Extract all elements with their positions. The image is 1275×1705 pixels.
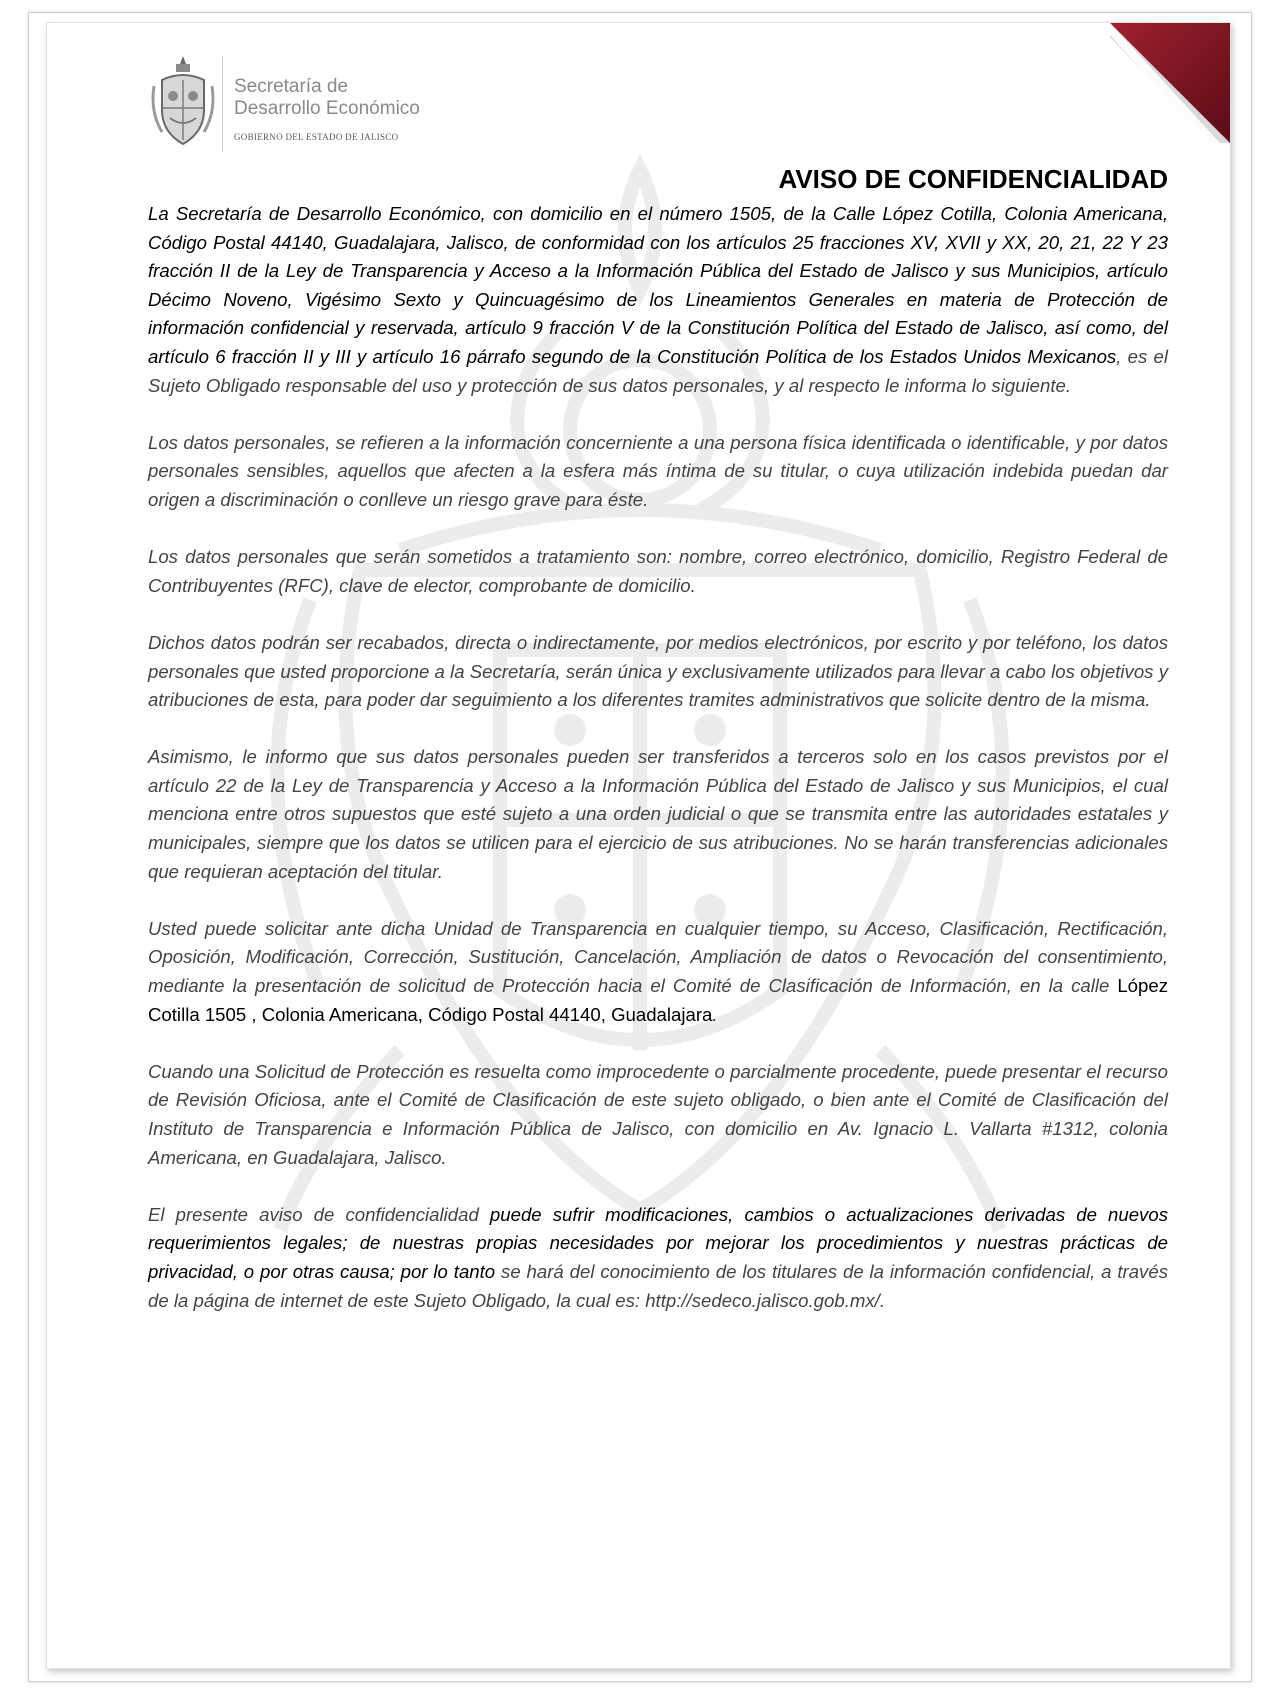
paragraph-6 <box>148 915 1168 1029</box>
paragraph-5: Asimismo, le informo que sus datos personales pueden ser transferidos a terceros solo en los casos previstos por el artículo 22 de la Ley de Transparencia y Acceso a la Información Pública del Estado de Jalisco y sus Municipios, el cual menciona entre otros supuestos que esté sujeto a una orden judicial o que se transmita entre las autoridades estatales y municipales, siempre que los datos se utilicen para el ejercicio de sus atribuciones. No se harán transferencias adicionales que requieran aceptación del titular. <box>148 746 1168 882</box>
logo-text-desarrollo: Desarrollo Económico <box>234 98 420 119</box>
logo-text-gobierno: GOBIERNO DEL ESTADO DE JALISCO <box>234 132 399 142</box>
paragraph-8-end: se hará del conocimiento de los titulares de la información confidencial, a través de la página de internet de este Sujeto Obligado, la cual es: http://sedeco.jalisco.gob.mx/. <box>148 1260 1168 1311</box>
paragraph-8 <box>148 1201 1168 1315</box>
paragraph-6-text: Usted puede solicitar ante dicha Unidad de Transparencia en cualquier tiempo, su Acceso, Clasificación, Rectificación, Oposición, Modificación, Corrección, Sustitución, Cancelación, Ampliación de datos o Revocación del consentimiento, mediante la presentación de solicitud de Protección hacia el Comité de Clasificación de Información, en la calle <box>148 917 1168 997</box>
paragraph-7: Cuando una Solicitud de Protección es resuelta como improcedente o parcialmente procedente, puede presentar el recurso de Revisión Oficiosa, ante el Comité de Clasificación de este sujeto obligado, o bien ante el Comité de Clasificación del Instituto de Transparencia e Información Pública de Jalisco, con domicilio en Av. Ignacio L. Vallarta #1312, colonia Americana, en Guadalajara, Jalisco. <box>148 1060 1168 1168</box>
document-title: AVISO DE CONFIDENCIALIDAD <box>778 164 1168 194</box>
paragraph-8-start: El presente aviso de confidencialidad <box>148 1203 490 1225</box>
corner-fold-decoration <box>1110 23 1230 143</box>
logo-text-secretaria: Secretaría de <box>234 76 349 97</box>
paragraph-6-end: . <box>712 1003 718 1025</box>
logo-divider <box>222 56 223 152</box>
paragraph-1 <box>148 200 1168 400</box>
document-body <box>148 200 1168 1344</box>
paragraph-3: Los datos personales que serán sometidos a tratamiento son: nombre, correo electrónico, domicilio, Registro Federal de Contribuyentes (RFC), clave de elector, comprobante de domicilio. <box>148 546 1168 596</box>
paragraph-8-emphasis: puede sufrir modificaciones, cambios o actualizaciones derivadas de nuevos requerimientos legales; de nuestras propias necesidades por mejorar los procedimientos y nuestras prácticas de privacidad, o por otras causa; por lo tanto <box>148 1203 1168 1282</box>
paragraph-2: Los datos personales, se refieren a la información concerniente a una persona física identificada o identificable, y por datos personales sensibles, aquellos que afecten a la esfera más íntima de su titular, o cuya utilización indebida puedan dar origen a discriminación o conlleve un riesgo grave para éste. <box>148 431 1168 510</box>
paragraph-4: Dichos datos podrán ser recabados, directa o indirectamente, por medios electrónicos, por escrito y por teléfono, los datos personales que usted proporcione a la Secretaría, serán única y exclusivamente utilizados para llevar a cabo los objetivos y atribuciones de esta, para poder dar seguimiento a los diferentes tramites administrativos que solicite dentro de la misma. <box>148 631 1168 711</box>
paragraph-6-address: López Cotilla 1505 , Colonia Americana, Código Postal 44140, Guadalajara <box>148 975 1168 1025</box>
secretaria-logo <box>148 52 420 157</box>
paragraph-1-tail: , es el Sujeto Obligado responsable del uso y protección de sus datos personales, y al respecto le informa lo siguiente. <box>148 345 1168 396</box>
jalisco-coat-of-arms-icon <box>148 52 218 152</box>
paragraph-1-legal-basis: La Secretaría de Desarrollo Económico, con domicilio en el número 1505, de la Calle López Cotilla, Colonia Americana, Código Postal 44140, Guadalajara, Jalisco, de conformidad con los artículos 25 fracciones XV, XVII y XX, 20, 21, 22 Y 23 fracción II de la Ley de Transparencia y Acceso a la Información Pública del Estado de Jalisco y sus Municipios, artículo Décimo Noveno, Vigésimo Sexto y Quincuagésimo de los Lineamientos Generales en materia de Protección de información confidencial y reservada, artículo 9 fracción V de la Constitución Política del Estado de Jalisco, así como, del artículo 6 fracción II y III y artículo 16 párrafo segundo de la Constitución Política de los Estados Unidos Mexicanos <box>148 203 1168 367</box>
